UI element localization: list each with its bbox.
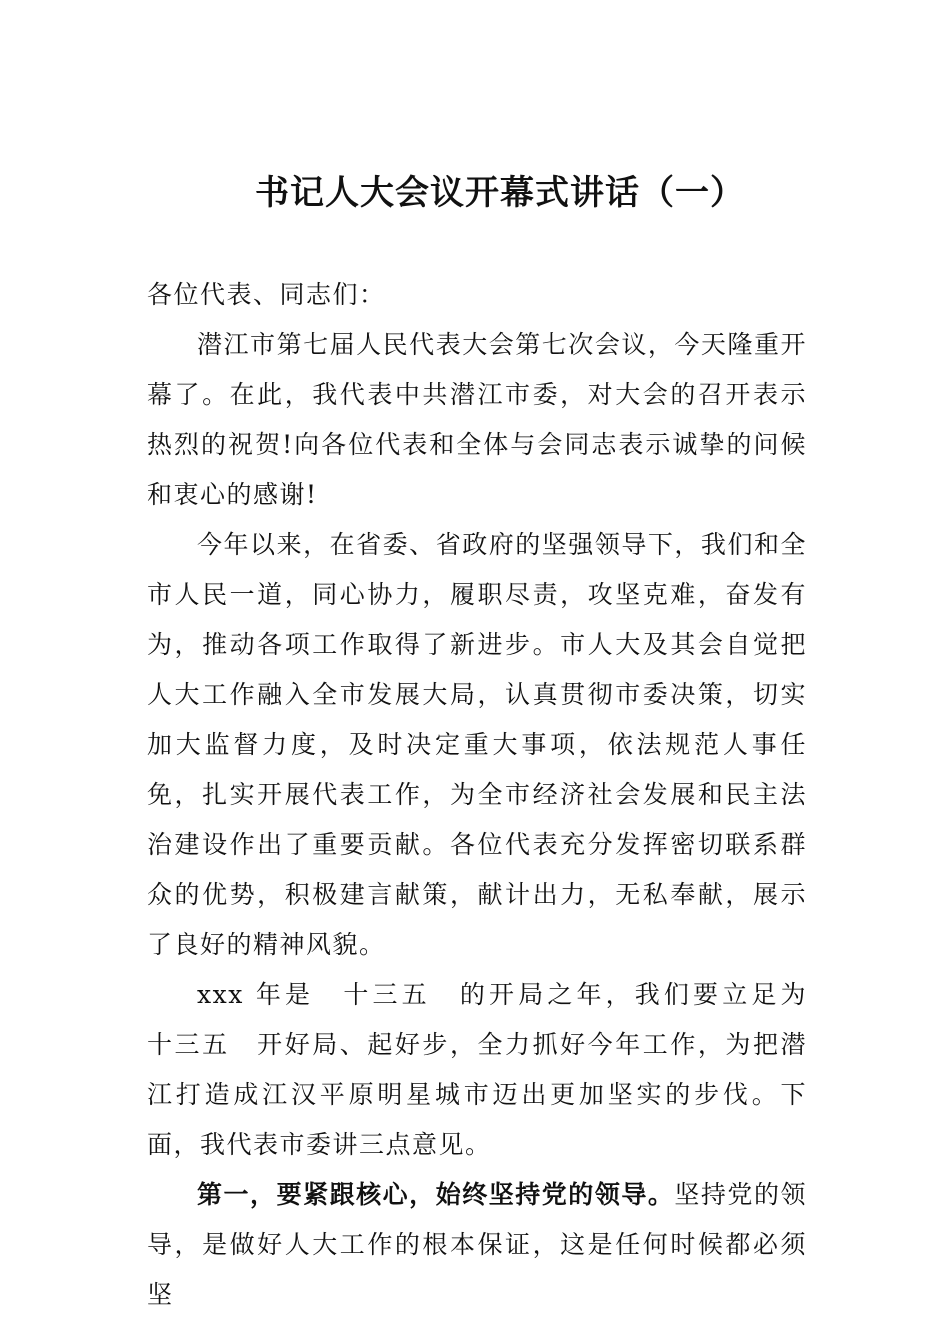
section-1-heading: 第一，要紧跟核心，始终坚持党的领导。 xyxy=(197,1180,675,1209)
paragraph-progress: 今年以来，在省委、省政府的坚强领导下，我们和全市人民一道，同心协力，履职尽责，攻坚克难，奋发有为，推动各项工作取得了新进步。市人大及其会自觉把人大工作融入全市发展大局，认真贯彻市委决策，切实加大监督力度，及时决定重大事项，依法规范人事任免，扎实开展代表工作，为全市经济社会发展和民主法治建设作出了重要贡献。各位代表充分发挥密切联系群众的优势，积极建言献策，献计出力，无私奉献，展示了良好的精神风貌。 xyxy=(147,530,807,959)
paragraph-outlook: xxx 年是 十三五 的开局之年，我们要立足为 十三五 开好局、起好步，全力抓好今年工作，为把潜江打造成江汉平原明星城市迈出更加坚实的步伐。下面，我代表市委讲三点意见。 xyxy=(147,980,834,1159)
paragraph-section-1 xyxy=(147,1170,807,1320)
document-title: 书记人大会议开幕式讲话（一） xyxy=(255,173,745,213)
paragraph-opening: 潜江市第七届人民代表大会第七次会议，今天隆重开幕了。在此，我代表中共潜江市委，对大会的召开表示热烈的祝贺!向各位代表和全体与会同志表示诚挚的问候和衷心的感谢! xyxy=(147,330,807,509)
section-1-text: 坚持党的领导，是做好人大工作的根本保证，这是任何时候都必须坚 xyxy=(147,1180,807,1309)
document-body xyxy=(147,270,834,1320)
salutation: 各位代表、同志们： xyxy=(147,280,386,309)
